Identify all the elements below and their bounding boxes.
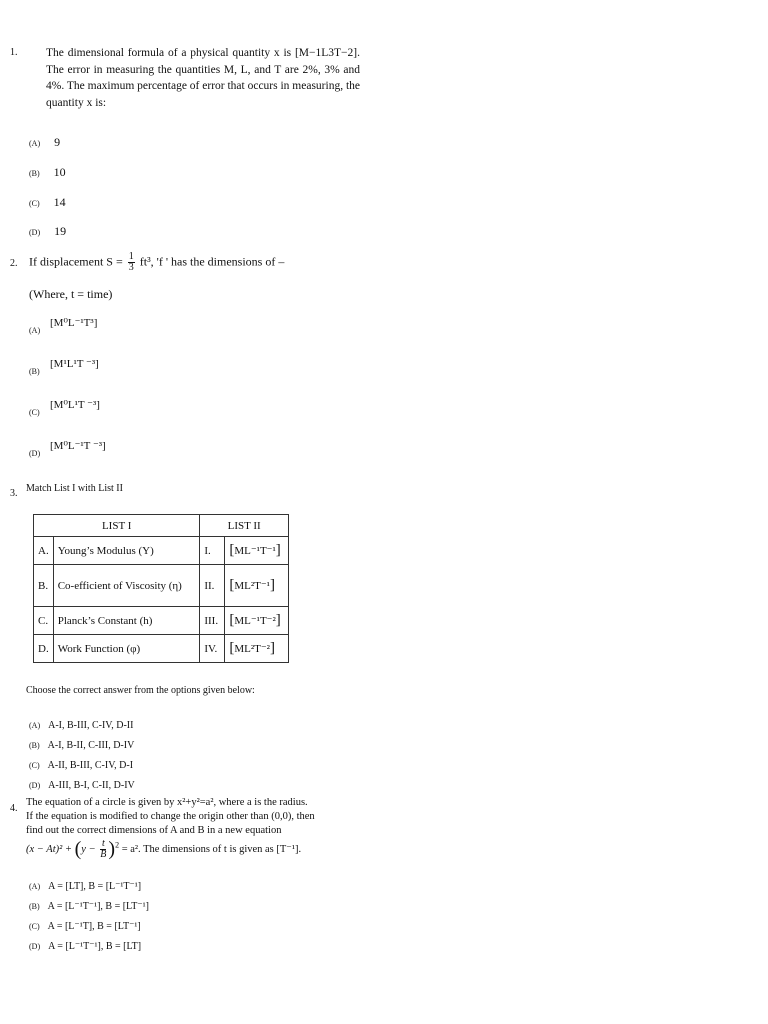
q1-option-a[interactable] [29, 133, 60, 151]
match-table [33, 514, 289, 663]
row-letter: D. [34, 635, 54, 663]
q4-equation: (x − At)² + (y − $\frac{t}{B}$ )$^2$ = a². The dimensions of t is given as [T⁻¹]. [26, 838, 302, 860]
row-letter: C. [34, 607, 54, 635]
option-label: (A) [29, 882, 41, 891]
option-value: [M⁰L⁻¹T³] [50, 317, 98, 329]
q2-option-d[interactable] [29, 439, 229, 461]
row-item: Young’s Modulus (Y) [53, 537, 200, 565]
row-letter: A. [34, 537, 54, 565]
q2-text [29, 252, 284, 273]
row-letter: B. [34, 565, 54, 607]
option-value: 19 [54, 224, 67, 238]
option-label: (B) [29, 169, 40, 178]
q4-line3: find out the correct dimensions of A and B in a new equation [26, 825, 282, 836]
row-dimension: [ML⁻¹T⁻²] [225, 607, 289, 635]
option-label: (D) [29, 449, 41, 458]
option-label: (C) [29, 199, 40, 208]
q2-option-a[interactable] [29, 316, 229, 338]
fraction [128, 252, 135, 273]
q2-number: 2. [10, 258, 18, 269]
table-header-row [34, 515, 289, 537]
option-label: (A) [29, 139, 41, 148]
q3-option-a[interactable] [29, 715, 133, 733]
q4-option-c[interactable] [29, 916, 141, 934]
option-value: [M¹L¹T ⁻³] [50, 358, 99, 370]
list2-header: LIST II [200, 515, 289, 537]
option-value: A-II, B-III, C-IV, D-I [47, 760, 134, 771]
option-value: 14 [53, 195, 66, 209]
dimension-value: ML²T⁻¹ [234, 580, 270, 592]
row-roman: III. [200, 607, 225, 635]
option-label: (A) [29, 326, 41, 335]
table-row [34, 537, 289, 565]
option-value: A-III, B-I, C-II, D-IV [48, 780, 135, 791]
option-value: A = [L⁻¹T⁻¹], B = [LT⁻¹] [47, 901, 149, 912]
option-label: (B) [29, 367, 40, 376]
row-roman: IV. [200, 635, 225, 663]
q1-option-b[interactable] [29, 163, 66, 181]
q1-number: 1. [10, 47, 18, 58]
q2-note: (Where, t = time) [29, 287, 113, 301]
q4-option-d[interactable] [29, 936, 141, 954]
q4-line2: If the equation is modified to change the origin other than (0,0), then [26, 811, 315, 822]
q4-line1: The equation of a circle is given by x²+y²=a², where a is the radius. [26, 797, 308, 808]
q3-title: Match List I with List II [26, 483, 123, 494]
table-row [34, 635, 289, 663]
dimension-value: ML⁻¹T⁻¹ [234, 545, 276, 557]
q3-option-c[interactable] [29, 755, 133, 773]
row-dimension: [ML⁻¹T⁻¹] [225, 537, 289, 565]
equation-right: = a². The dimensions of t is given as [T⁻¹]. [121, 843, 302, 855]
equation-left: (x − At)² + [26, 843, 72, 855]
option-label: (B) [29, 902, 40, 911]
row-roman: I. [200, 537, 225, 565]
option-label: (A) [29, 721, 41, 730]
option-value: A = [L⁻¹T⁻¹], B = [LT] [48, 941, 142, 952]
option-label: (C) [29, 408, 40, 417]
q3-option-b[interactable] [29, 735, 134, 753]
dimension-value: ML⁻¹T⁻² [234, 615, 276, 627]
row-dimension: [ML²T⁻¹] [225, 565, 289, 607]
row-item: Work Function (φ) [53, 635, 200, 663]
option-value: 10 [53, 165, 66, 179]
list1-header: LIST I [34, 515, 200, 537]
q3-instruction: Choose the correct answer from the options given below: [26, 685, 255, 696]
option-label: (C) [29, 761, 40, 770]
row-dimension: [ML²T⁻²] [225, 635, 289, 663]
option-value: A-I, B-III, C-IV, D-II [48, 720, 134, 731]
dimension-value: ML²T⁻² [234, 643, 270, 655]
table-row [34, 565, 289, 607]
q2-text-before: If displacement S = [29, 254, 123, 269]
option-label: (B) [29, 741, 40, 750]
q1-option-d[interactable] [29, 222, 66, 240]
option-value: A = [LT], B = [L⁻¹T⁻¹] [48, 881, 142, 892]
q3-option-d[interactable] [29, 775, 135, 793]
option-value: 9 [54, 135, 61, 149]
fraction-denominator: B [100, 849, 107, 860]
q1-text: The dimensional formula of a physical quantity x is [M−1L3T−2]. The error in measuring the quantities M, L, and T are 2%, 3% and 4%. The maximum percentage of error that occurs in measuring, the quantity x is: [46, 47, 361, 109]
q2-text-after: ft³, 'f ' has the dimensions of – [139, 254, 285, 269]
q3-number: 3. [10, 488, 18, 499]
fraction-numerator: 1 [128, 251, 134, 262]
option-value: [M⁰L⁻¹T ⁻³] [50, 440, 106, 452]
fraction-numerator: t [101, 838, 105, 849]
table-row [34, 607, 289, 635]
equation-fraction [100, 839, 106, 860]
row-roman: II. [200, 565, 225, 607]
row-item: Planck’s Constant (h) [53, 607, 200, 635]
q4-option-a[interactable] [29, 876, 141, 894]
option-label: (D) [29, 942, 41, 951]
q1-option-c[interactable] [29, 193, 66, 211]
row-item: Co-efficient of Viscosity (η) [53, 565, 200, 607]
q2-option-b[interactable] [29, 357, 229, 379]
q4-option-b[interactable] [29, 896, 149, 914]
option-label: (D) [29, 228, 41, 237]
q2-option-c[interactable] [29, 398, 229, 420]
option-label: (D) [29, 781, 41, 790]
option-label: (C) [29, 922, 40, 931]
option-value: A = [L⁻¹T], B = [LT⁻¹] [47, 921, 141, 932]
option-value: [M⁰L¹T ⁻³] [50, 399, 100, 411]
q4-number: 4. [10, 803, 18, 814]
fraction-denominator: 3 [128, 262, 134, 273]
option-value: A-I, B-II, C-III, D-IV [47, 740, 135, 751]
